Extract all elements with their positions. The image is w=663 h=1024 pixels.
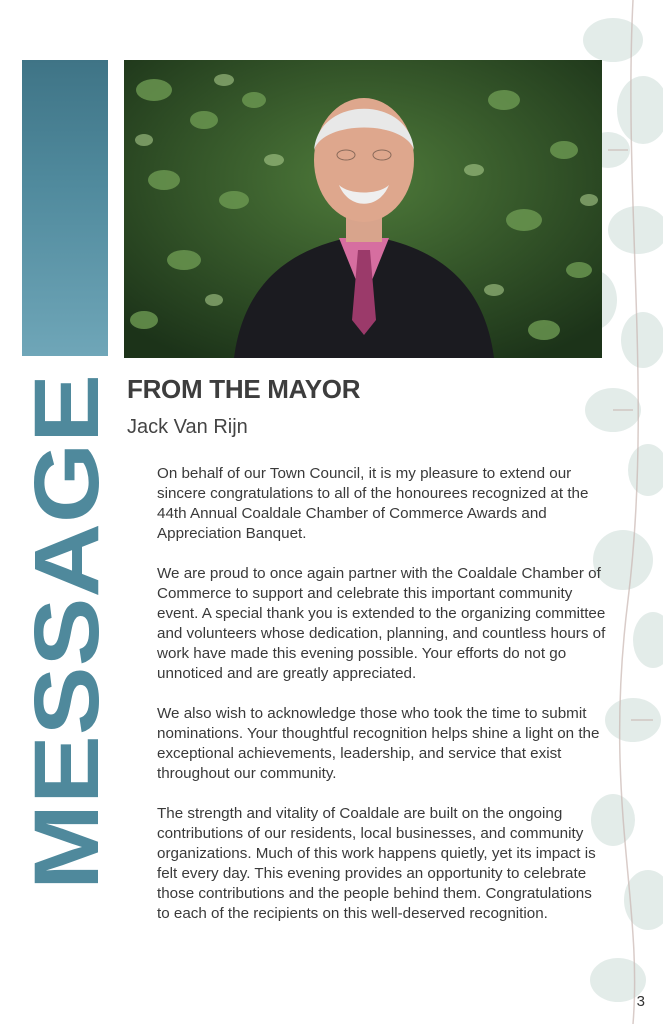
message-body	[157, 464, 607, 944]
page-number: 3	[636, 993, 645, 1010]
side-title	[16, 368, 118, 896]
accent-bar	[22, 60, 108, 356]
mayor-name: Jack Van Rijn	[127, 416, 248, 438]
message-paragraph: On behalf of our Town Council, it is my pleasure to extend our sincere congratulations to all of the honourees recognized at the 44th Annual Coaldale Chamber of Commerce Awards and Appreciation Banquet.	[157, 465, 589, 542]
message-paragraph: We are proud to once again partner with the Coaldale Chamber of Commerce to support and celebrate this important community event. A special thank you is extended to the organizing committee and volunteers whose dedication, planning, and countless hours of work have made this evening possible. Your efforts do not go unnoticed and are greatly appreciated.	[157, 565, 606, 682]
page-heading: FROM THE MAYOR	[127, 374, 361, 404]
message-paragraph: We also wish to acknowledge those who took the time to submit nominations. Your thoughtful recognition helps shine a light on the exceptional achievements, leadership, and service that exist throughout our community.	[157, 705, 600, 782]
message-paragraph: The strength and vitality of Coaldale are built on the ongoing contributions of our residents, local businesses, and community organizations. Much of this work happens quietly, yet its impact is felt every day. This evening provides an opportunity to celebrate those contributions and the people behind them. Congratulations to each of the recipients on this well-deserved recognition.	[157, 805, 596, 922]
mayor-photo	[124, 60, 602, 358]
side-title-text: MESSAGE	[16, 429, 118, 890]
